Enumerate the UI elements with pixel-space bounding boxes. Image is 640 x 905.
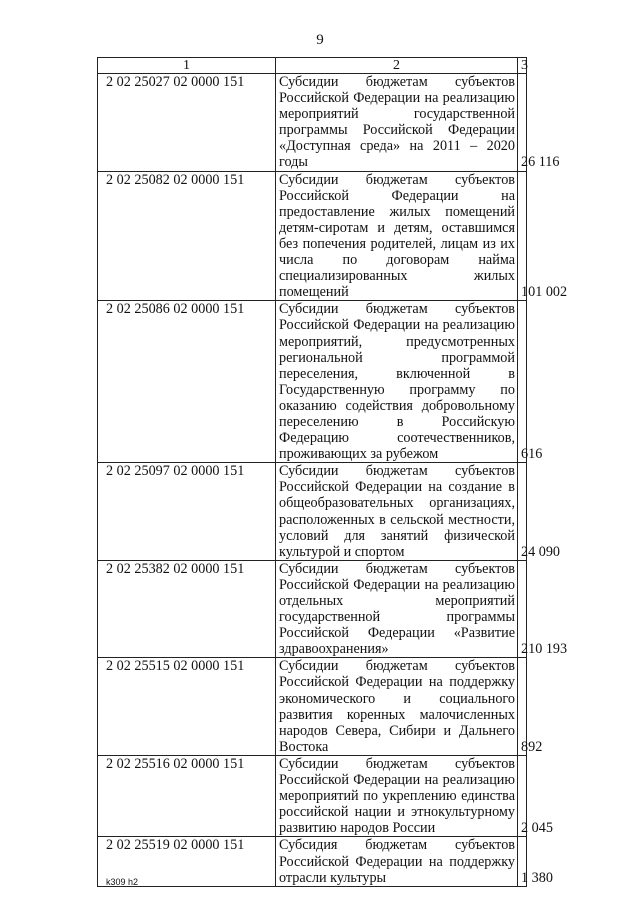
row-code: 2 02 25516 02 0000 151 (98, 755, 276, 836)
row-code: 2 02 25086 02 0000 151 (98, 301, 276, 463)
row-code: 2 02 25382 02 0000 151 (98, 560, 276, 658)
row-amount: 24 090 (518, 463, 527, 561)
footer-code: k309 h2 (106, 877, 139, 887)
row-description: Субсидии бюджетам субъектов Российской Федерации на поддержку экономического и социального развития коренных малочисленных народов Севера, Сибири и Дальнего Востока (276, 658, 518, 756)
row-amount: 892 (518, 658, 527, 756)
row-amount: 616 (518, 301, 527, 463)
row-description: Субсидии бюджетам субъектов Российской Федерации на реализацию мероприятий, предусмотренных региональной программой переселения, включенной в Государственную программу по оказанию содействия добровольному переселению в Российскую Федерацию соотечественников, проживающих за рубежом (276, 301, 518, 463)
table-row (98, 755, 527, 836)
row-amount: 1 380 (518, 837, 527, 886)
column-header-1: 1 (98, 58, 276, 74)
row-amount: 2 045 (518, 755, 527, 836)
table-row (98, 837, 527, 886)
row-description: Субсидии бюджетам субъектов Российской Федерации на предоставление жилых помещений детям-сиротам и детям, оставшимся без попечения родителей, лицам из их числа по договорам найма специализированных жилых помещений (276, 171, 518, 301)
table-row (98, 658, 527, 756)
row-description: Субсидии бюджетам субъектов Российской Федерации на реализацию отдельных мероприятий государственной программы Российской Федерации «Развитие здравоохранения» (276, 560, 518, 658)
table-row (98, 463, 527, 561)
column-header-3: 3 (518, 58, 527, 74)
column-header-2: 2 (276, 58, 518, 74)
table-row (98, 301, 527, 463)
table-row (98, 171, 527, 301)
row-description: Субсидии бюджетам субъектов Российской Федерации на реализацию мероприятий по укреплению единства российской нации и этнокультурному развитию народов России (276, 755, 518, 836)
row-description: Субсидия бюджетам субъектов Российской Федерации на поддержку отрасли культуры (276, 837, 518, 886)
row-amount: 101 002 (518, 171, 527, 301)
row-code: 2 02 25515 02 0000 151 (98, 658, 276, 756)
row-amount: 210 193 (518, 560, 527, 658)
row-description: Субсидии бюджетам субъектов Российской Федерации на создание в общеобразовательных организациях, расположенных в сельской местности, условий для занятий физической культурой и спортом (276, 463, 518, 561)
row-description: Субсидии бюджетам субъектов Российской Федерации на реализацию мероприятий государственной программы Российской Федерации «Доступная среда» на 2011 – 2020 годы (276, 74, 518, 172)
page-number: 9 (316, 32, 324, 48)
row-amount: 26 116 (518, 74, 527, 172)
table-row (98, 560, 527, 658)
subsidies-table (97, 57, 568, 887)
row-code: 2 02 25097 02 0000 151 (98, 463, 276, 561)
table-header-row (98, 58, 527, 74)
row-code: 2 02 25027 02 0000 151 (98, 74, 276, 172)
row-code: 2 02 25082 02 0000 151 (98, 171, 276, 301)
row-code: 2 02 25519 02 0000 151 (98, 837, 276, 886)
table-row (98, 74, 527, 172)
